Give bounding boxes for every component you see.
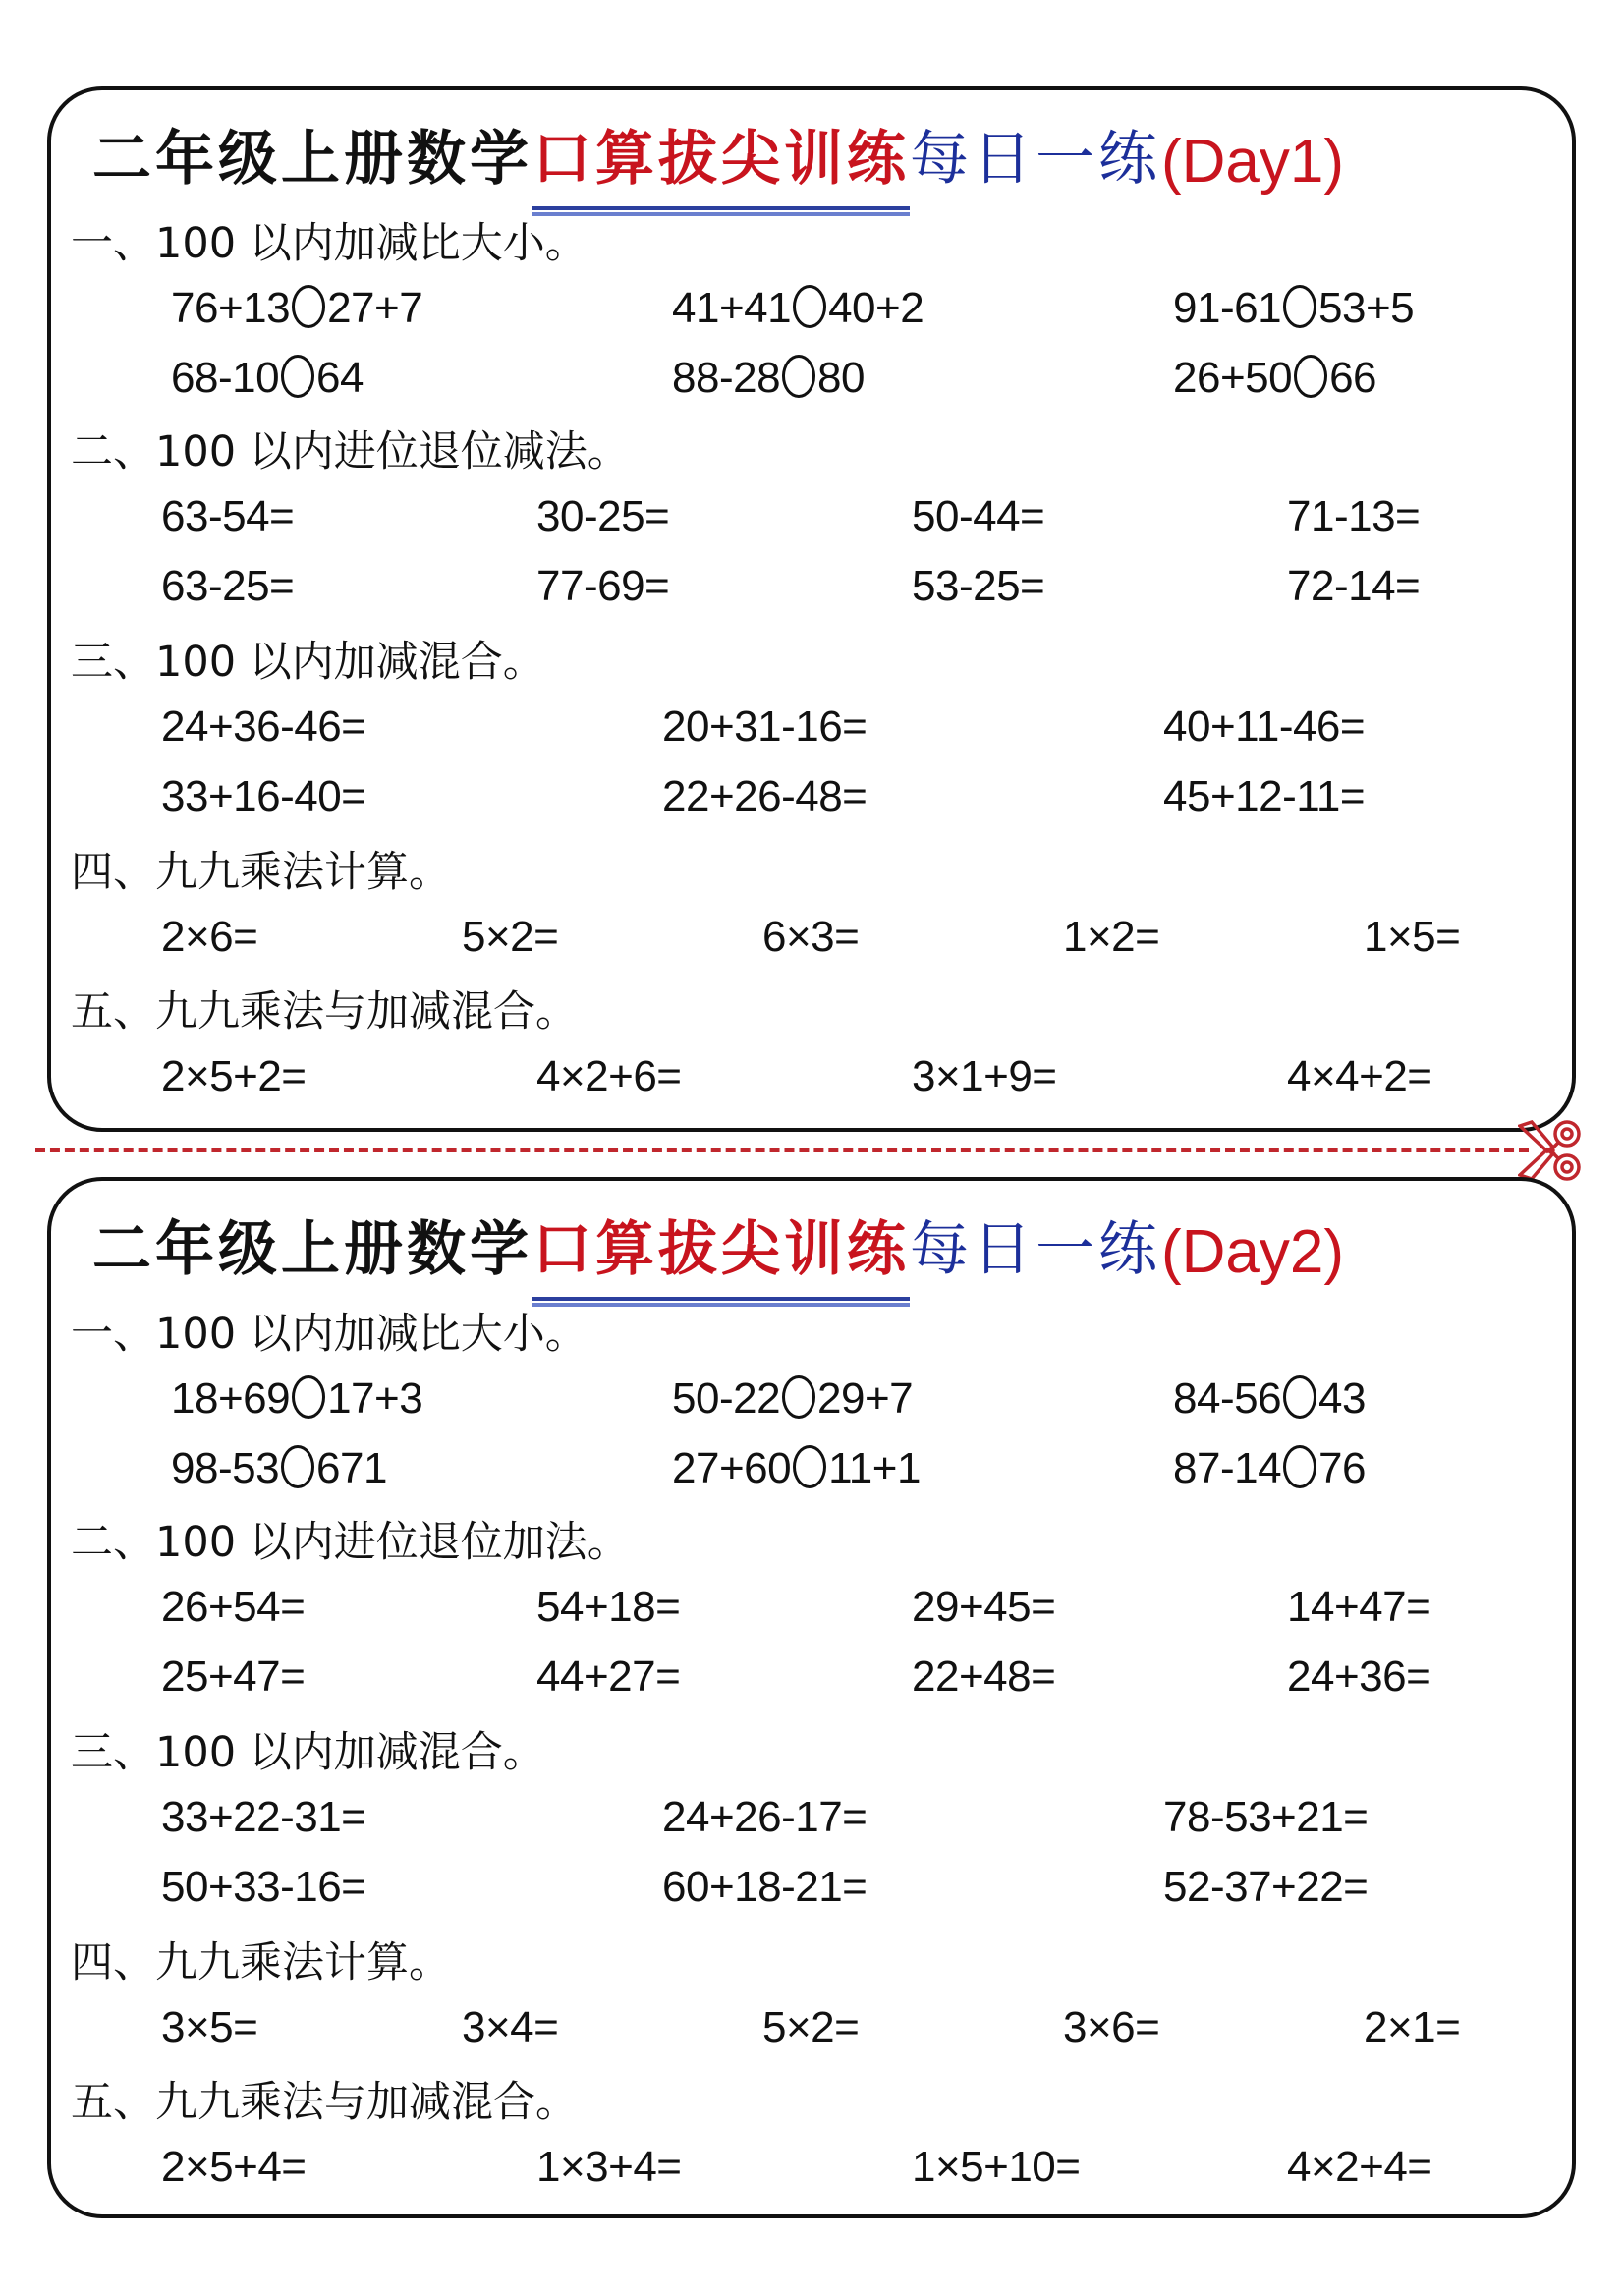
worksheet-title xyxy=(92,108,1344,196)
compare-problem: 91-61 53+5 xyxy=(1173,284,1415,332)
problem: 72-14= xyxy=(1287,562,1421,610)
problem: 1×5+10= xyxy=(912,2143,1081,2191)
title-grade: 二年级上册数学 xyxy=(92,1215,532,1284)
problem: 2×6= xyxy=(161,913,258,961)
problem: 50-44= xyxy=(912,492,1045,540)
problem: 1×5= xyxy=(1364,913,1461,961)
cut-line-divider xyxy=(35,1148,1529,1152)
title-topic: 口算拔尖训练 xyxy=(532,1203,910,1287)
section-multiplication xyxy=(71,843,1552,972)
section-multiplication-mixed xyxy=(71,2073,1552,2202)
problem: 24+36= xyxy=(1287,1652,1431,1701)
section-heading: 三、100 以内加减混合。 xyxy=(71,638,545,687)
section-heading: 四、九九乘法计算。 xyxy=(71,1938,451,1988)
answer-circle[interactable] xyxy=(281,1445,314,1488)
compare-problem: 26+50 66 xyxy=(1173,354,1377,402)
section-heading: 二、100 以内进位退位加法。 xyxy=(71,1518,630,1567)
problem-row xyxy=(71,902,1552,972)
problem-row xyxy=(71,1364,1552,1433)
problem-row xyxy=(71,1782,1552,1852)
section-subtraction xyxy=(71,422,1552,621)
section-multiplication-mixed xyxy=(71,982,1552,1111)
problem: 45+12-11= xyxy=(1163,772,1366,820)
title-daily: 每日一练 xyxy=(910,1215,1161,1284)
section-heading: 四、九九乘法计算。 xyxy=(71,848,451,897)
problem-row xyxy=(71,481,1552,551)
problem-row xyxy=(71,1852,1552,1922)
problem-row xyxy=(71,1572,1552,1642)
problem-row xyxy=(71,692,1552,761)
worksheet-day-1 xyxy=(47,86,1576,1132)
problem-row xyxy=(71,761,1552,831)
problem: 2×5+4= xyxy=(161,2143,307,2191)
problem: 24+26-17= xyxy=(662,1793,868,1841)
problem: 22+48= xyxy=(912,1652,1056,1701)
answer-circle[interactable] xyxy=(1283,285,1316,328)
problem: 30-25= xyxy=(536,492,670,540)
answer-circle[interactable] xyxy=(1283,1375,1316,1419)
compare-problem: 98-53 671 xyxy=(171,1444,387,1492)
problem-row xyxy=(71,2132,1552,2202)
compare-problem: 68-10 64 xyxy=(171,354,364,402)
problem: 2×1= xyxy=(1364,2003,1461,2051)
compare-problem: 76+13 27+7 xyxy=(171,284,423,332)
problem: 22+26-48= xyxy=(662,772,868,820)
title-day: (Day1) xyxy=(1161,128,1345,196)
problem: 63-25= xyxy=(161,562,295,610)
problem: 2×5+2= xyxy=(161,1052,307,1100)
title-day: (Day2) xyxy=(1161,1218,1345,1286)
section-multiplication xyxy=(71,1933,1552,2062)
answer-circle[interactable] xyxy=(292,285,325,328)
problem-row xyxy=(71,343,1552,413)
problem: 63-54= xyxy=(161,492,295,540)
problem-row xyxy=(71,1992,1552,2062)
problem-row xyxy=(71,1433,1552,1503)
answer-circle[interactable] xyxy=(793,285,826,328)
problem: 4×2+6= xyxy=(536,1052,682,1100)
problem: 25+47= xyxy=(161,1652,306,1701)
problem-row xyxy=(71,551,1552,621)
answer-circle[interactable] xyxy=(782,355,815,398)
section-heading: 五、九九乘法与加减混合。 xyxy=(71,2078,578,2127)
answer-circle[interactable] xyxy=(782,1375,815,1419)
problem: 3×6= xyxy=(1063,2003,1160,2051)
problem: 54+18= xyxy=(536,1583,681,1631)
problem: 1×2= xyxy=(1063,913,1160,961)
answer-circle[interactable] xyxy=(1294,355,1327,398)
section-heading: 二、100 以内进位退位减法。 xyxy=(71,427,630,476)
problem: 24+36-46= xyxy=(161,702,366,751)
problem: 14+47= xyxy=(1287,1583,1431,1631)
section-heading: 一、100 以内加减比大小。 xyxy=(71,219,588,268)
compare-problem: 87-14 76 xyxy=(1173,1444,1366,1492)
problem: 5×2= xyxy=(762,2003,860,2051)
worksheet-day-2 xyxy=(47,1177,1576,2218)
problem: 60+18-21= xyxy=(662,1863,868,1911)
answer-circle[interactable] xyxy=(292,1375,325,1419)
problem: 3×5= xyxy=(161,2003,258,2051)
problem: 3×1+9= xyxy=(912,1052,1057,1100)
compare-problem: 41+41 40+2 xyxy=(672,284,924,332)
section-compare xyxy=(71,1305,1552,1503)
problem: 50+33-16= xyxy=(161,1863,366,1911)
compare-problem: 18+69 17+3 xyxy=(171,1374,423,1423)
problem: 4×2+4= xyxy=(1287,2143,1432,2191)
problem: 1×3+4= xyxy=(536,2143,682,2191)
problem: 4×4+2= xyxy=(1287,1052,1432,1100)
section-heading: 三、100 以内加减混合。 xyxy=(71,1728,545,1777)
section-mixed xyxy=(71,633,1552,831)
problem-row xyxy=(71,273,1552,343)
problem: 29+45= xyxy=(912,1583,1056,1631)
problem: 40+11-46= xyxy=(1163,702,1366,751)
problem: 33+16-40= xyxy=(161,772,366,820)
section-addition xyxy=(71,1513,1552,1711)
problem: 5×2= xyxy=(462,913,559,961)
problem-row xyxy=(71,1642,1552,1711)
answer-circle[interactable] xyxy=(793,1445,826,1488)
problem: 26+54= xyxy=(161,1583,306,1631)
problem: 78-53+21= xyxy=(1163,1793,1369,1841)
problem: 77-69= xyxy=(536,562,670,610)
compare-problem: 88-28 80 xyxy=(672,354,865,402)
section-mixed xyxy=(71,1723,1552,1922)
problem-row xyxy=(71,1041,1552,1111)
compare-problem: 84-56 43 xyxy=(1173,1374,1366,1423)
title-daily: 每日一练 xyxy=(910,125,1161,194)
problem: 6×3= xyxy=(762,913,860,961)
scissors-icon xyxy=(1518,1118,1587,1183)
section-heading: 五、九九乘法与加减混合。 xyxy=(71,987,578,1036)
section-heading: 一、100 以内加减比大小。 xyxy=(71,1310,588,1359)
compare-problem: 50-22 29+7 xyxy=(672,1374,914,1423)
answer-circle[interactable] xyxy=(281,355,314,398)
problem: 71-13= xyxy=(1287,492,1421,540)
problem: 20+31-16= xyxy=(662,702,868,751)
problem: 33+22-31= xyxy=(161,1793,366,1841)
worksheet-title xyxy=(92,1199,1344,1287)
problem: 3×4= xyxy=(462,2003,559,2051)
compare-problem: 27+60 11+1 xyxy=(672,1444,921,1492)
section-compare xyxy=(71,214,1552,413)
title-topic: 口算拔尖训练 xyxy=(532,112,910,196)
title-grade: 二年级上册数学 xyxy=(92,125,532,194)
problem: 44+27= xyxy=(536,1652,681,1701)
problem: 53-25= xyxy=(912,562,1045,610)
answer-circle[interactable] xyxy=(1283,1445,1316,1488)
problem: 52-37+22= xyxy=(1163,1863,1369,1911)
